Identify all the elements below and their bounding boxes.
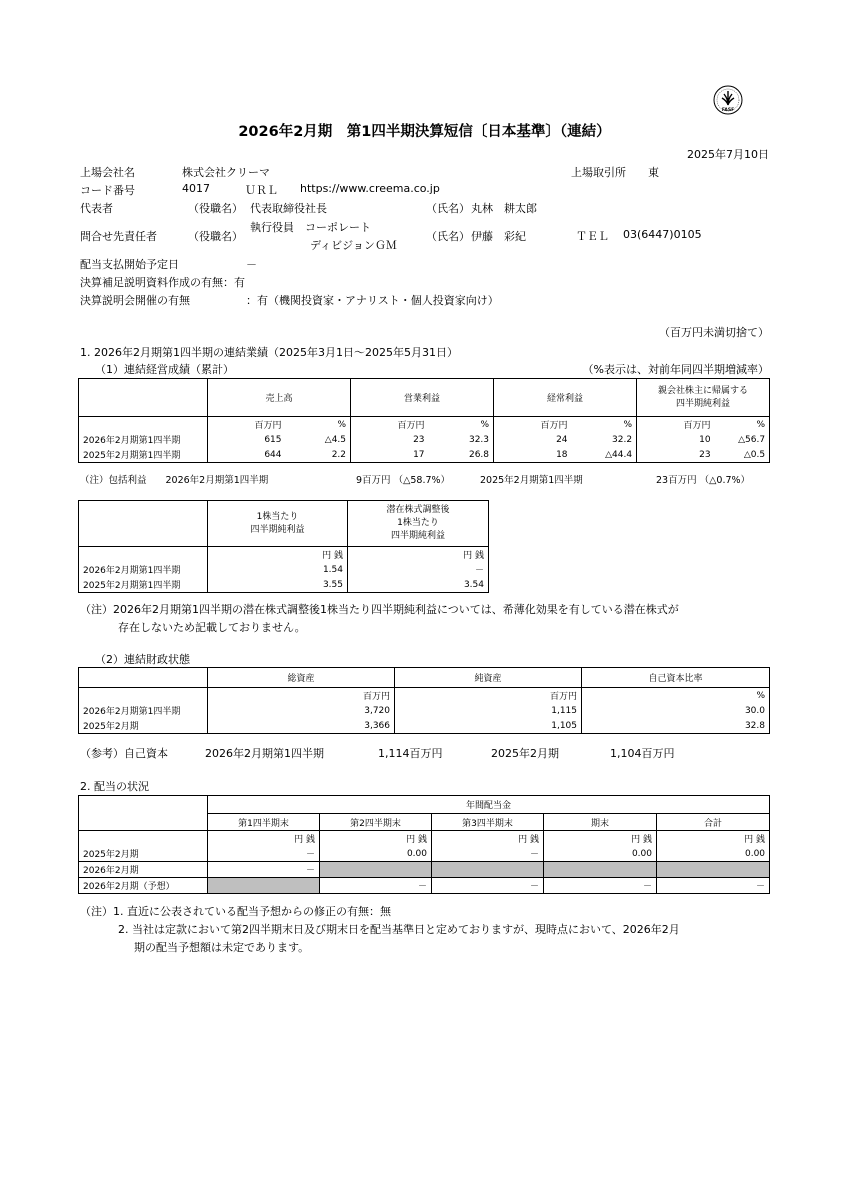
section1-sub1: （1）連結経営成績（累計） xyxy=(95,363,234,376)
header-equity-ratio: 自己資本比率 xyxy=(582,668,770,688)
unit-cell: 円 銭 xyxy=(544,831,657,847)
label-person-name: （氏名） xyxy=(426,202,470,215)
eps-table xyxy=(78,500,489,593)
code: 4017 xyxy=(182,182,210,195)
company-name: 株式会社クリーマ xyxy=(182,166,270,179)
row-label: 2025年2月期 xyxy=(79,718,208,734)
table-row xyxy=(79,718,770,734)
section1-sub2: （2）連結財政状態 xyxy=(95,653,190,666)
dividend-note-1: （注）1. 直近に公表されている配当予想からの修正の有無：無 xyxy=(80,905,391,918)
cell: － xyxy=(320,878,432,894)
label-tel: ＴＥＬ xyxy=(576,230,609,243)
cell: △44.4 xyxy=(572,447,637,463)
header-blank xyxy=(79,379,208,417)
representative-name: 丸林 耕太郎 xyxy=(471,202,537,215)
cell: 17 xyxy=(351,447,429,463)
dividend-note-2: 2. 当社は定款において第2四半期末日及び期末日を配当基準日と定めておりますが、現時点において、2026年2月 xyxy=(118,923,680,936)
reference-value-2: 1,104百万円 xyxy=(610,747,675,760)
cell: － xyxy=(208,846,320,862)
table-row xyxy=(79,447,770,463)
label-supplementary: 決算補足説明資料作成の有無：有 xyxy=(80,276,245,289)
reference-period-2: 2025年2月期 xyxy=(491,747,559,760)
dividend-date: － xyxy=(246,258,257,271)
cell: － xyxy=(348,562,489,577)
label-code: コード番号 xyxy=(80,184,135,197)
header-year-end: 期末 xyxy=(544,814,657,831)
dividend-table xyxy=(78,795,770,894)
cell: 32.8 xyxy=(582,718,770,734)
contact-title-1: 執行役員 コーポレート xyxy=(250,221,371,234)
unit-cell: 百万円 xyxy=(494,417,572,433)
page-title: 2026年2月期 第1四半期決算短信〔日本基準〕（連結） xyxy=(238,124,611,140)
label-exchange: 上場取引所 xyxy=(571,166,626,179)
svg-text:FASF: FASF xyxy=(721,108,735,113)
unit-row-blank xyxy=(79,417,208,433)
table-row xyxy=(79,703,770,718)
label-title-2: （役職名） xyxy=(188,230,243,243)
dividend-note-3: 期の配当予想額は未定であります。 xyxy=(134,941,310,954)
cell: 30.0 xyxy=(582,703,770,718)
label-title: （役職名） xyxy=(188,202,243,215)
cell: － xyxy=(432,846,544,862)
row-label: 2025年2月期第1四半期 xyxy=(79,577,208,593)
percent-note: （%表示は、対前年同四半期増減率） xyxy=(582,363,769,376)
header-diluted-eps: 潜在株式調整後 1株当たり 四半期純利益 xyxy=(348,501,489,547)
briefing: ：有（機関投資家・アナリスト・個人投資家向け） xyxy=(246,294,499,307)
header-blank xyxy=(79,501,208,547)
header-net-assets: 純資産 xyxy=(395,668,582,688)
row-label: 2026年2月期（予想） xyxy=(79,878,208,894)
section2-heading: 2. 配当の状況 xyxy=(80,780,149,793)
fasf-logo xyxy=(713,85,743,115)
header-sales: 売上高 xyxy=(208,379,351,417)
shaded-cell xyxy=(432,862,544,878)
unit-cell: 円 銭 xyxy=(348,547,489,563)
cell: 0.00 xyxy=(657,846,770,862)
unit-cell: % xyxy=(572,417,637,433)
section1-heading: 1. 2026年2月期第1四半期の連結業績（2025年3月1日～2025年5月31日） xyxy=(80,346,458,359)
unit-cell: 百万円 xyxy=(351,417,429,433)
unit-cell: 百万円 xyxy=(637,417,715,433)
comprehensive-income-note-2: 9百万円 （△58.7%） xyxy=(356,475,451,486)
cell: 644 xyxy=(208,447,286,463)
row-label: 2025年2月期第1四半期 xyxy=(79,447,208,463)
table-row xyxy=(79,432,770,447)
table-row xyxy=(79,862,770,878)
cell: 24 xyxy=(494,432,572,447)
unit-cell: 百万円 xyxy=(395,688,582,704)
cell: － xyxy=(208,862,320,878)
header-total-assets: 総資産 xyxy=(208,668,395,688)
contact-name: 伊藤 彩紀 xyxy=(471,230,526,243)
cell: 23 xyxy=(637,447,715,463)
cell: 1.54 xyxy=(208,562,348,577)
cell: 615 xyxy=(208,432,286,447)
row-label: 2025年2月期 xyxy=(79,846,208,862)
unit-cell: 百万円 xyxy=(208,688,395,704)
financial-position-table xyxy=(78,667,770,734)
cell: － xyxy=(432,878,544,894)
header-q1: 第1四半期末 xyxy=(208,814,320,831)
cell: 3,366 xyxy=(208,718,395,734)
unit-cell: % xyxy=(582,688,770,704)
header-q3: 第3四半期末 xyxy=(432,814,544,831)
cell: 1,105 xyxy=(395,718,582,734)
unit-cell: 百万円 xyxy=(208,417,286,433)
cell: △56.7 xyxy=(715,432,770,447)
cell: △4.5 xyxy=(286,432,351,447)
shaded-cell xyxy=(544,862,657,878)
unit-cell: % xyxy=(715,417,770,433)
unit-cell: % xyxy=(429,417,494,433)
exchange: 東 xyxy=(648,166,659,179)
header-q2: 第2四半期末 xyxy=(320,814,432,831)
cell: 18 xyxy=(494,447,572,463)
cell: 32.3 xyxy=(429,432,494,447)
table-row xyxy=(79,577,489,593)
header-operating-income: 営業利益 xyxy=(351,379,494,417)
unit-note: （百万円未満切捨て） xyxy=(659,326,769,339)
eps-note-1: （注）2026年2月期第1四半期の潜在株式調整後1株当たり四半期純利益については、希薄化効果を有している潜在株式が xyxy=(80,603,679,616)
reference-value-1: 1,114百万円 xyxy=(378,747,443,760)
cell: － xyxy=(657,878,770,894)
header-total: 合計 xyxy=(657,814,770,831)
unit-cell: 円 銭 xyxy=(657,831,770,847)
cell: － xyxy=(544,878,657,894)
cell: △0.5 xyxy=(715,447,770,463)
unit-row-blank xyxy=(79,688,208,704)
cell: 10 xyxy=(637,432,715,447)
row-label: 2026年2月期第1四半期 xyxy=(79,432,208,447)
cell: 3,720 xyxy=(208,703,395,718)
unit-cell: 円 銭 xyxy=(432,831,544,847)
unit-cell: 円 銭 xyxy=(320,831,432,847)
unit-cell: 円 銭 xyxy=(208,547,348,563)
cell: 0.00 xyxy=(320,846,432,862)
shaded-cell xyxy=(320,862,432,878)
row-label: 2026年2月期第1四半期 xyxy=(79,703,208,718)
cell: 1,115 xyxy=(395,703,582,718)
label-dividend-date: 配当支払開始予定日 xyxy=(80,258,179,271)
reference-period-1: 2026年2月期第1四半期 xyxy=(205,747,324,760)
comprehensive-income-note-3: 2025年2月期第1四半期 xyxy=(480,475,583,486)
comprehensive-income-note-4: 23百万円 （△0.7%） xyxy=(656,475,751,486)
operating-results-table xyxy=(78,378,770,463)
row-label: 2026年2月期 xyxy=(79,862,208,878)
representative-title: 代表取締役社長 xyxy=(250,202,327,215)
shaded-cell xyxy=(208,878,320,894)
unit-row-blank xyxy=(79,831,208,847)
label-company-name: 上場会社名 xyxy=(80,166,135,179)
comprehensive-income-note-1: （注）包括利益 2026年2月期第1四半期 xyxy=(80,475,269,486)
table-row xyxy=(79,878,770,894)
header-eps: 1株当たり 四半期純利益 xyxy=(208,501,348,547)
cell: 26.8 xyxy=(429,447,494,463)
cell: 0.00 xyxy=(544,846,657,862)
cell: 3.55 xyxy=(208,577,348,593)
cell: 3.54 xyxy=(348,577,489,593)
table-row xyxy=(79,846,770,862)
tel: 03(6447)0105 xyxy=(623,228,702,241)
unit-row-blank xyxy=(79,547,208,563)
shaded-cell xyxy=(657,862,770,878)
label-contact: 問合せ先責任者 xyxy=(80,230,157,243)
table-row xyxy=(79,562,489,577)
header-blank xyxy=(79,668,208,688)
header-ordinary-income: 経常利益 xyxy=(494,379,637,417)
row-label: 2026年2月期第1四半期 xyxy=(79,562,208,577)
unit-cell: % xyxy=(286,417,351,433)
reference-label: （参考）自己資本 xyxy=(80,747,168,760)
label-person-name-2: （氏名） xyxy=(426,230,470,243)
label-briefing: 決算説明会開催の有無 xyxy=(80,294,190,307)
header-net-income: 親会社株主に帰属する 四半期純利益 xyxy=(637,379,770,417)
cell: 2.2 xyxy=(286,447,351,463)
unit-cell: 円 銭 xyxy=(208,831,320,847)
label-url: ＵＲＬ xyxy=(245,184,278,197)
eps-note-2: 存在しないため記載しておりません。 xyxy=(118,621,306,634)
cell: 32.2 xyxy=(572,432,637,447)
header-blank xyxy=(79,796,208,814)
url: https://www.creema.co.jp xyxy=(300,182,440,195)
header-blank-2 xyxy=(79,814,208,831)
report-date: 2025年7月10日 xyxy=(687,148,769,161)
header-annual-dividend: 年間配当金 xyxy=(208,796,770,814)
contact-title-2: ディビジョンＧＭ xyxy=(310,239,397,252)
cell: 23 xyxy=(351,432,429,447)
label-representative: 代表者 xyxy=(80,202,113,215)
